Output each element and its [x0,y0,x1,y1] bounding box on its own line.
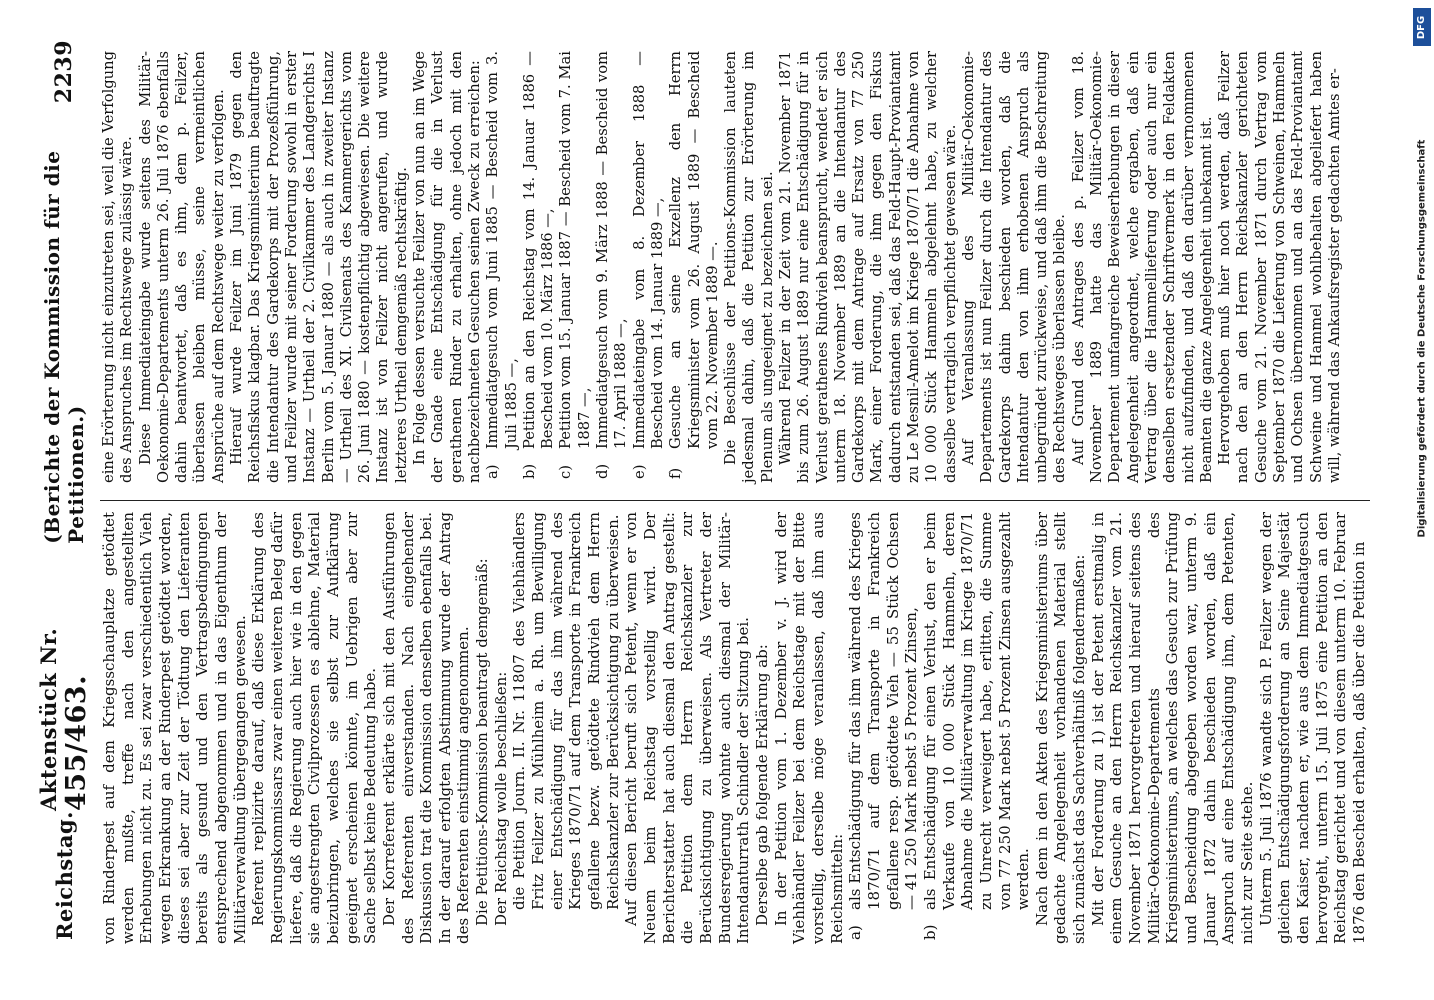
paragraph: In Folge dessen versuchte Feilzer von nun an im Wege der Gnade eine Entschädigung für die in Verlust gerathenen Rinder zu erhalten, ohne jedoch mit den nachbezeichneten Gesuchen seinen Zweck zu erreichen: [411,51,483,483]
paragraph: Hierauf wurde Feilzer im Juni 1879 gegen den Reichsfiskus klagbar. Das Kriegsministerium beauftragte die Intendantur des Gardekorps mit der Prozeßführung, und Feilzer wurde mit seiner Forderung sowohl in erster Instanz — Urtheil der 2. Civilkammer des Landgerichts I Berlin vom 5. Januar 1880 — als auch in zweiter Instanz — Urtheil des XI. Civilsenats des Kammergerichts vom 26. Juni 1880 — kostenpflichtig abgewiesen. Die weitere Instanz ist von Feilzer nicht angerufen, und wurde letzteres Urtheil demgemäß rechtskräftig. [228,51,410,483]
paragraph: Auf Grund des Antrages des p. Feilzer vom 18. November 1889 hatte das Militär-Oekonomie-Departement umfangreiche Beweiserhebungen in dieser Angelegenheit angeordnet, welche ergaben, daß ein Vertrag über die Hammellieferung oder auch nur ein denselben ersetzender Schriftvermerk in den Feldakten nicht aufzufinden, und daß den darüber vernommenen Beamten die ganze Angelegenheit unbekannt ist. [1069,51,1215,483]
list-item-label: e) [630,464,648,479]
list-item [631,51,668,483]
list-item-text: Petition vom 15. Januar 1887 — Bescheid vom 7. Mai 1887 —, [557,51,593,449]
funding-note-text: Digitalisierung gefördert durch die Deutsche Forschungsgemeinschaft [1416,139,1428,538]
paragraph: Der Korreferent erklärte sich mit den Ausführungen des Referenten einverstanden. Nach eingehender Diskussion trat die Kommission denselben ebenfalls bei. In der darauf erfolgten Abstimmung wurde der Antrag des Referenten einstimmig angenommen. [379,512,473,944]
paragraph: Während Feilzer in der Zeit vom 21. November 1871 bis zum 26. August 1889 nur eine Entschädigung für in Verlust gerathenes Rindvieh beansprucht, wendet er sich unterm 18. November 1889 an die Intendantur des Gardekorps mit dem Antrage auf Ersatz von 77 250 Mark, einer Forderung, die ihm gegen den Fiskus dadurch entstanden sei, daß das Feld-Haupt-Proviantamt zu Le Mesnil-Amelot im Kriege 1870/71 die Abnahme von 10 000 Stück Hammeln abgelehnt habe, zu welcher dasselbe vertraglich verpflichtet gewesen wäre. [776,51,959,483]
digitization-sidebar [1410,0,1434,1000]
list-item-label: f) [667,467,685,479]
paragraph: Mit der Forderung zu 1) ist der Petent erstmalig in einem Gesuche an den Herrn Reichskanzler vom 21. November 1871 hervorgetreten und hierauf seitens des Militär-Oekonomie-Departements des Kriegsministeriums, an welches das Gesuch zur Prüfung und Bescheidung abgegeben worden war, unterm 9. Januar 1872 dahin beschieden worden, daß ein Anspruch auf eine Entschädigung ihm, dem Petenten, nicht zur Seite stehe. [1088,512,1257,944]
paragraph: Diese Immediateingabe wurde seitens des Militär-Oekonomie-Departements unterm 26. Juli 1876 ebenfalls dahin beantwortet, daß es ihm, dem p. Feilzer, überlassen bleiben müsse, seine vermeintlichen Ansprüche auf dem Rechtswege weiter zu verfolgen. [136,51,227,483]
paragraph: Referent replizirte darauf, daß diese Erklärung des Regierungskommissars zwar einen weiteren Beleg dafür liefere, daß die Regierung auch hier wie in den gegen sie angestrengten Civilprozessen es ablehne, Material beizubringen, welches sie selbst zur Aufklärung geeignet erscheinen könnte, im Uebrigen aber zur Sache selbst keine Bedeutung habe. [249,512,380,944]
list-item [594,51,631,483]
paragraph: Hervorgehoben muß hier noch werden, daß Feilzer nach den an den Herrn Reichskanzler gerichteten Gesuche vom 21. November 1871 durch Vertrag vom September 1870 die Lieferung von Schweinen, Hammeln und Ochsen übernommen und an das Feld-Proviantamt Schweine und Hammel wohlbehalten abgeliefert haben will, während das Ankaufsregister gedachten Amtes er- [1216,51,1343,483]
page-header [36,40,92,940]
header-title: Reichstag. [51,811,77,940]
list-item-text: Petition an den Reichstag vom 14. Januar 1886 — Bescheid vom 10. März 1886 —, [520,51,557,449]
paragraph: Die Beschlüsse der Petitions-Kommission lauteten jedesmal dahin, daß die Petition zur Erörterung im Plenum als ungeeignet zu bezeichnen sei. [722,51,776,483]
paragraph: von Rinderpest auf dem Kriegsschauplatze getödtet werden mußte, treffe nach den angestellten Erhebungen nicht zu. Es sei zwar verschiedentlich Vieh wegen Erkrankung an der Rinderpest getödtet worden, dieses sei aber zur Zeit der Tödtung den Lieferanten bereits als gesund und den Vertragsbedingungen entsprechend abgenommen und in das Eigenthum der Militärverwaltung übergegangen gewesen. [100,512,249,944]
list-item-text: Immediatgesuch vom 9. März 1888 — Bescheid vom 17. April 1888 —, [594,51,630,449]
paragraph: Nach dem in den Akten des Kriegsministeriums über gedachte Angelegenheit vorhandenen Material stellt sich zunächst das Sachverhältniß folgendermaßen: [1032,512,1089,944]
paragraph: eine Erörterung nicht einzutreten sei, weil die Verfolgung des Anspruches im Rechtswege zulässig wäre. [100,51,136,483]
paragraph: Der Reichstag wolle beschließen: [491,671,510,926]
header-document-number-value: 455/463. [61,675,92,812]
list-item [921,512,1033,944]
list-item-text: als Entschädigung für einen Verlust, den er beim Verkaufe von 10 000 Stück Hammeln, deren Abnahme die Militärverwaltung im Kriege 1870/71 zu Unrecht verweigert habe, erlitten, die Summe von 77 250 Mark nebst 5 Prozent Zinsen ausgezahlt werden. [920,512,1033,910]
list-item-label: a) [484,464,502,479]
list-item-text: Gesuche an seine Exzellenz den Herrn Kriegsminister vom 26. August 1889 — Bescheid vom 22. November 1889 —. [667,51,721,449]
paragraph: Auf diesen Bericht beruft sich Petent, wenn er von Neuem beim Reichstag vorstellig wird. Der Berichterstatter hat auch diesmal den Antrag gestellt: die Petition dem Herrn Reichskanzler zur Berücksichtigung zu überweisen. Als Vertreter der Bundesregierung wohnte auch diesmal der Militär-Intendanturrath Schindler der Sitzung bei. [622,512,753,944]
list-item [846,512,921,944]
dfg-logo-text: DFG [1416,15,1428,39]
list-item [510,512,622,944]
list-item [667,51,722,483]
list-item [521,51,558,483]
paragraph: In der Petition vom 1. Dezember v. J. wird der Viehhändler Feilzer bei dem Reichstage mit der Bitte vorstellig, derselbe möge veranlassen, daß ihm aus Reichsmitteln: [771,512,846,944]
paragraph: Die Petitions-Kommission beantragt demgemäß: [473,558,492,926]
header-document-number [36,544,92,811]
list-item [484,51,521,483]
list-item-label: d) [594,463,612,479]
list-item-text: die Petition Journ. II. Nr. 11807 des Viehhändlers Fritz Feilzer zu Mühlheim a. Rh. um Bewilligung einer Entschädigung für das ihm während des Krieges 1870/71 auf dem Transporte in Frankreich gefallene bezw. getödtete Rindvieh dem Herrn Reichskanzler zur Berücksichtigung zu überweisen. [510,512,622,910]
paragraph: Auf Veranlassung des Militär-Oekonomie-Departements ist nun Feilzer durch die Intendantur des Gardekorps dahin beschieden worden, daß die Intendantur den von ihm erhobenen Anspruch als unbegründet zurückweise, und daß ihm die Beschreitung des Rechtsweges überlassen bleibe. [959,51,1069,483]
right-text-column [100,51,1344,483]
list-item-label: a) [846,925,865,940]
list-item-label: c) [557,465,575,479]
column-divider [100,500,1370,501]
list-item [557,51,594,483]
page-number: 2239 [51,40,77,104]
left-text-column [100,512,1369,944]
list-item-label: b) [920,924,939,940]
header-subtitle: (Berichte der Kommission für die Petitionen.) [40,150,88,544]
header-document-prefix: Aktenstück Nr. [36,627,61,812]
list-item-text: Immediateingabe vom 8. Dezember 1888 — Bescheid vom 14. Januar 1889 —, [630,51,666,449]
paragraph: Derselbe gab folgende Erklärung ab: [752,644,771,926]
list-item-text: Immediatgesuch vom Juni 1885 — Bescheid vom 3. Juli 1885 —, [484,51,520,449]
list-item-label: b) [520,463,538,479]
list-item-text: als Entschädigung für das ihm während des Krieges 1870/71 auf dem Transporte in Frankreich gefallene resp. getödtete Vieh — 55 Stück Ochsen — 41 250 Mark nebst 5 Prozent Zinsen, [846,512,921,910]
paragraph: Unterm 5. Juli 1876 wandte sich P. Feilzer wegen der gleichen Entschädigungsforderung an Seine Majestät den Kaiser, nachdem er, wie aus dem Immediatgesuch hervorgeht, unterm 15. Juli 1875 eine Petition an den Reichstag gerichtet und von diesem unterm 10. Februar 1876 den Bescheid erhalten, daß über die Petition in [1256,512,1368,944]
